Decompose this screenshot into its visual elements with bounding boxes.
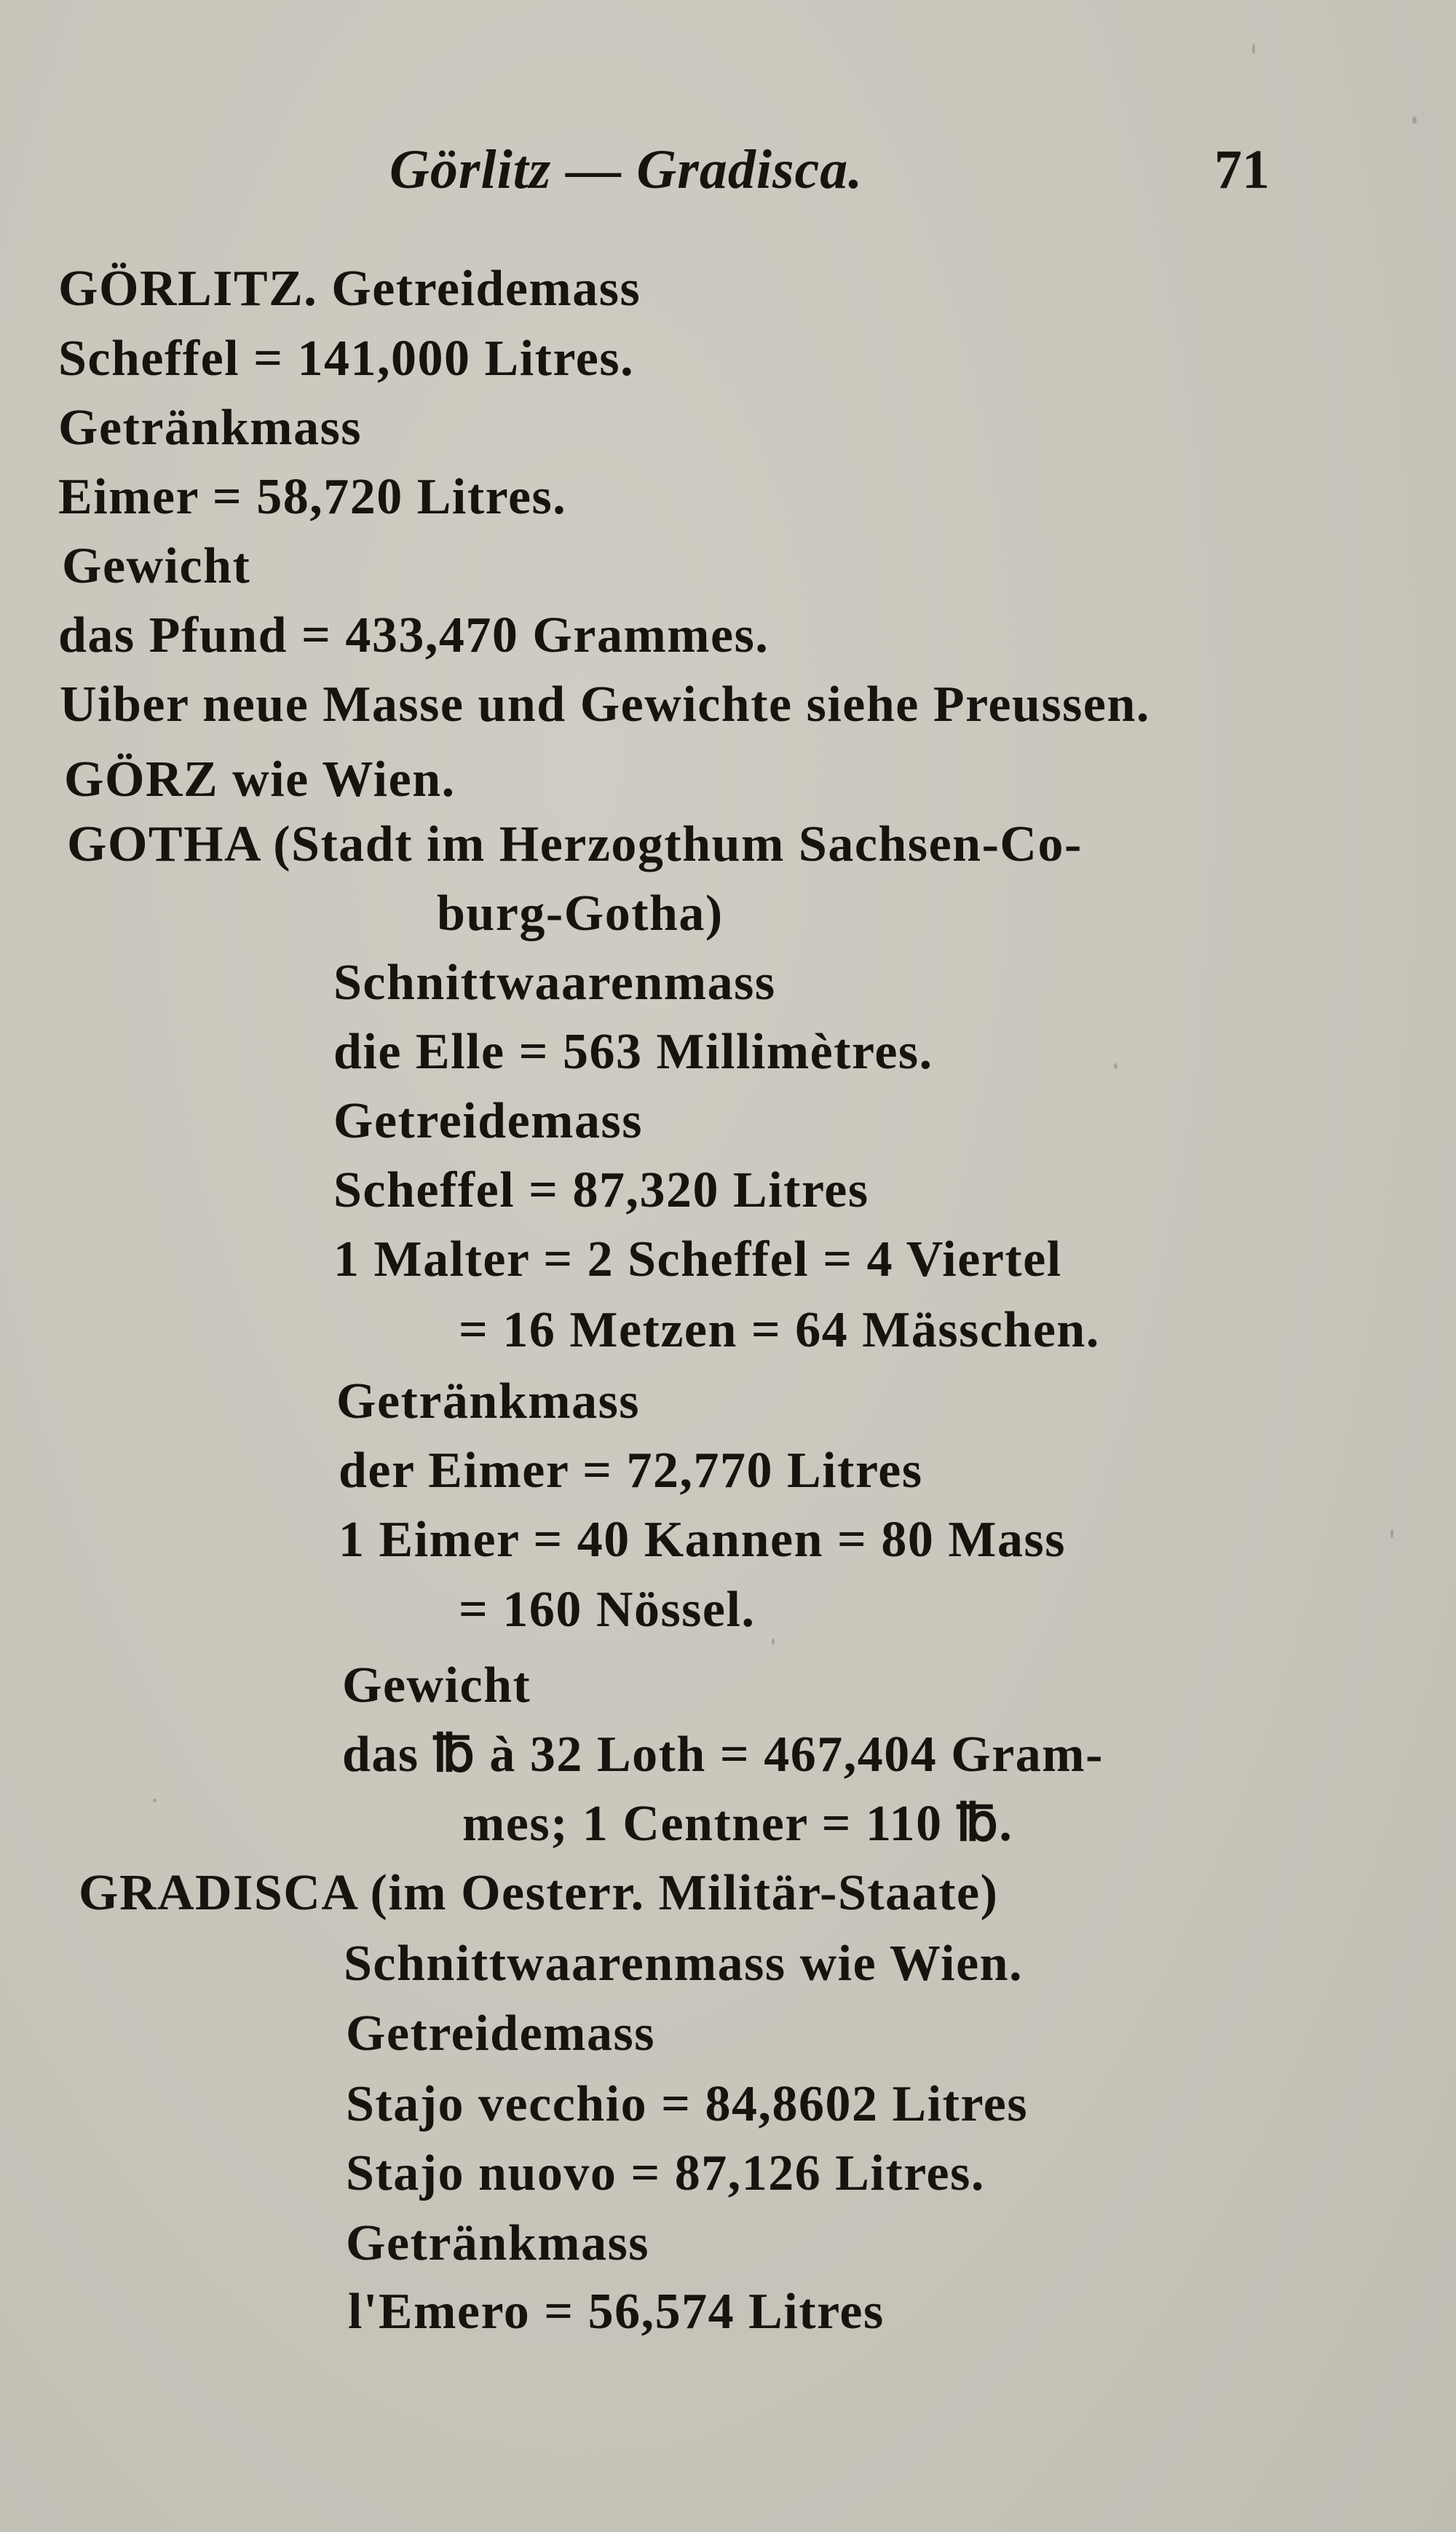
text-line: GÖRLITZ. Getreidemass [58, 261, 641, 317]
text-line: Getränkmass [58, 400, 363, 456]
page-number: 71 [1214, 139, 1270, 200]
paper-speck [1390, 1529, 1393, 1538]
text-line: GRADISCA (im Oesterr. Militär-Staate) [79, 1865, 999, 1921]
text-line: = 16 Metzen = 64 Mässchen. [459, 1302, 1100, 1358]
page-header [0, 138, 1456, 218]
text-line: Gewicht [342, 1657, 531, 1713]
text-line: die Elle = 563 Millimètres. [333, 1024, 933, 1080]
text-line: Getreidemass [346, 2006, 655, 2062]
text-line: = 160 Nössel. [459, 1582, 756, 1638]
text-line: Getränkmass [336, 1373, 641, 1429]
text-line: Scheffel = 87,320 Litres [333, 1162, 869, 1218]
text-line: mes; 1 Centner = 110 ℔. [462, 1796, 1013, 1852]
text-line: 1 Eimer = 40 Kannen = 80 Mass [339, 1512, 1066, 1568]
paper-speck [153, 1799, 157, 1802]
text-line: GÖRZ wie Wien. [64, 752, 456, 808]
text-line: Uiber neue Masse und Gewichte siehe Preussen. [60, 677, 1150, 733]
paper-speck [772, 1638, 775, 1645]
text-line: GOTHA (Stadt im Herzogthum Sachsen-Co- [67, 816, 1083, 872]
text-line: Stajo nuovo = 87,126 Litres. [346, 2145, 985, 2201]
paper-speck [1252, 44, 1255, 54]
paper-speck [1114, 1063, 1117, 1069]
text-line: 1 Malter = 2 Scheffel = 4 Viertel [333, 1231, 1062, 1287]
text-line: das Pfund = 433,470 Grammes. [58, 607, 769, 663]
text-line: Getreidemass [333, 1093, 643, 1149]
running-title: Görlitz — Gradisca. [389, 139, 863, 200]
text-line: der Eimer = 72,770 Litres [339, 1443, 923, 1499]
text-line: Getränkmass [346, 2215, 650, 2271]
text-line: Schnittwaarenmass [333, 955, 776, 1011]
text-line: Stajo vecchio = 84,8602 Litres [346, 2076, 1029, 2132]
text-line: Eimer = 58,720 Litres. [58, 469, 567, 525]
paper-speck [1412, 117, 1417, 124]
text-line: Gewicht [62, 538, 251, 594]
text-line: Schnittwaarenmass wie Wien. [344, 1936, 1024, 1992]
text-line: Scheffel = 141,000 Litres. [58, 331, 635, 387]
text-line: l'Emero = 56,574 Litres [348, 2284, 885, 2340]
text-line: burg-Gotha) [437, 886, 724, 942]
text-line: das ℔ à 32 Loth = 467,404 Gram- [342, 1727, 1104, 1783]
